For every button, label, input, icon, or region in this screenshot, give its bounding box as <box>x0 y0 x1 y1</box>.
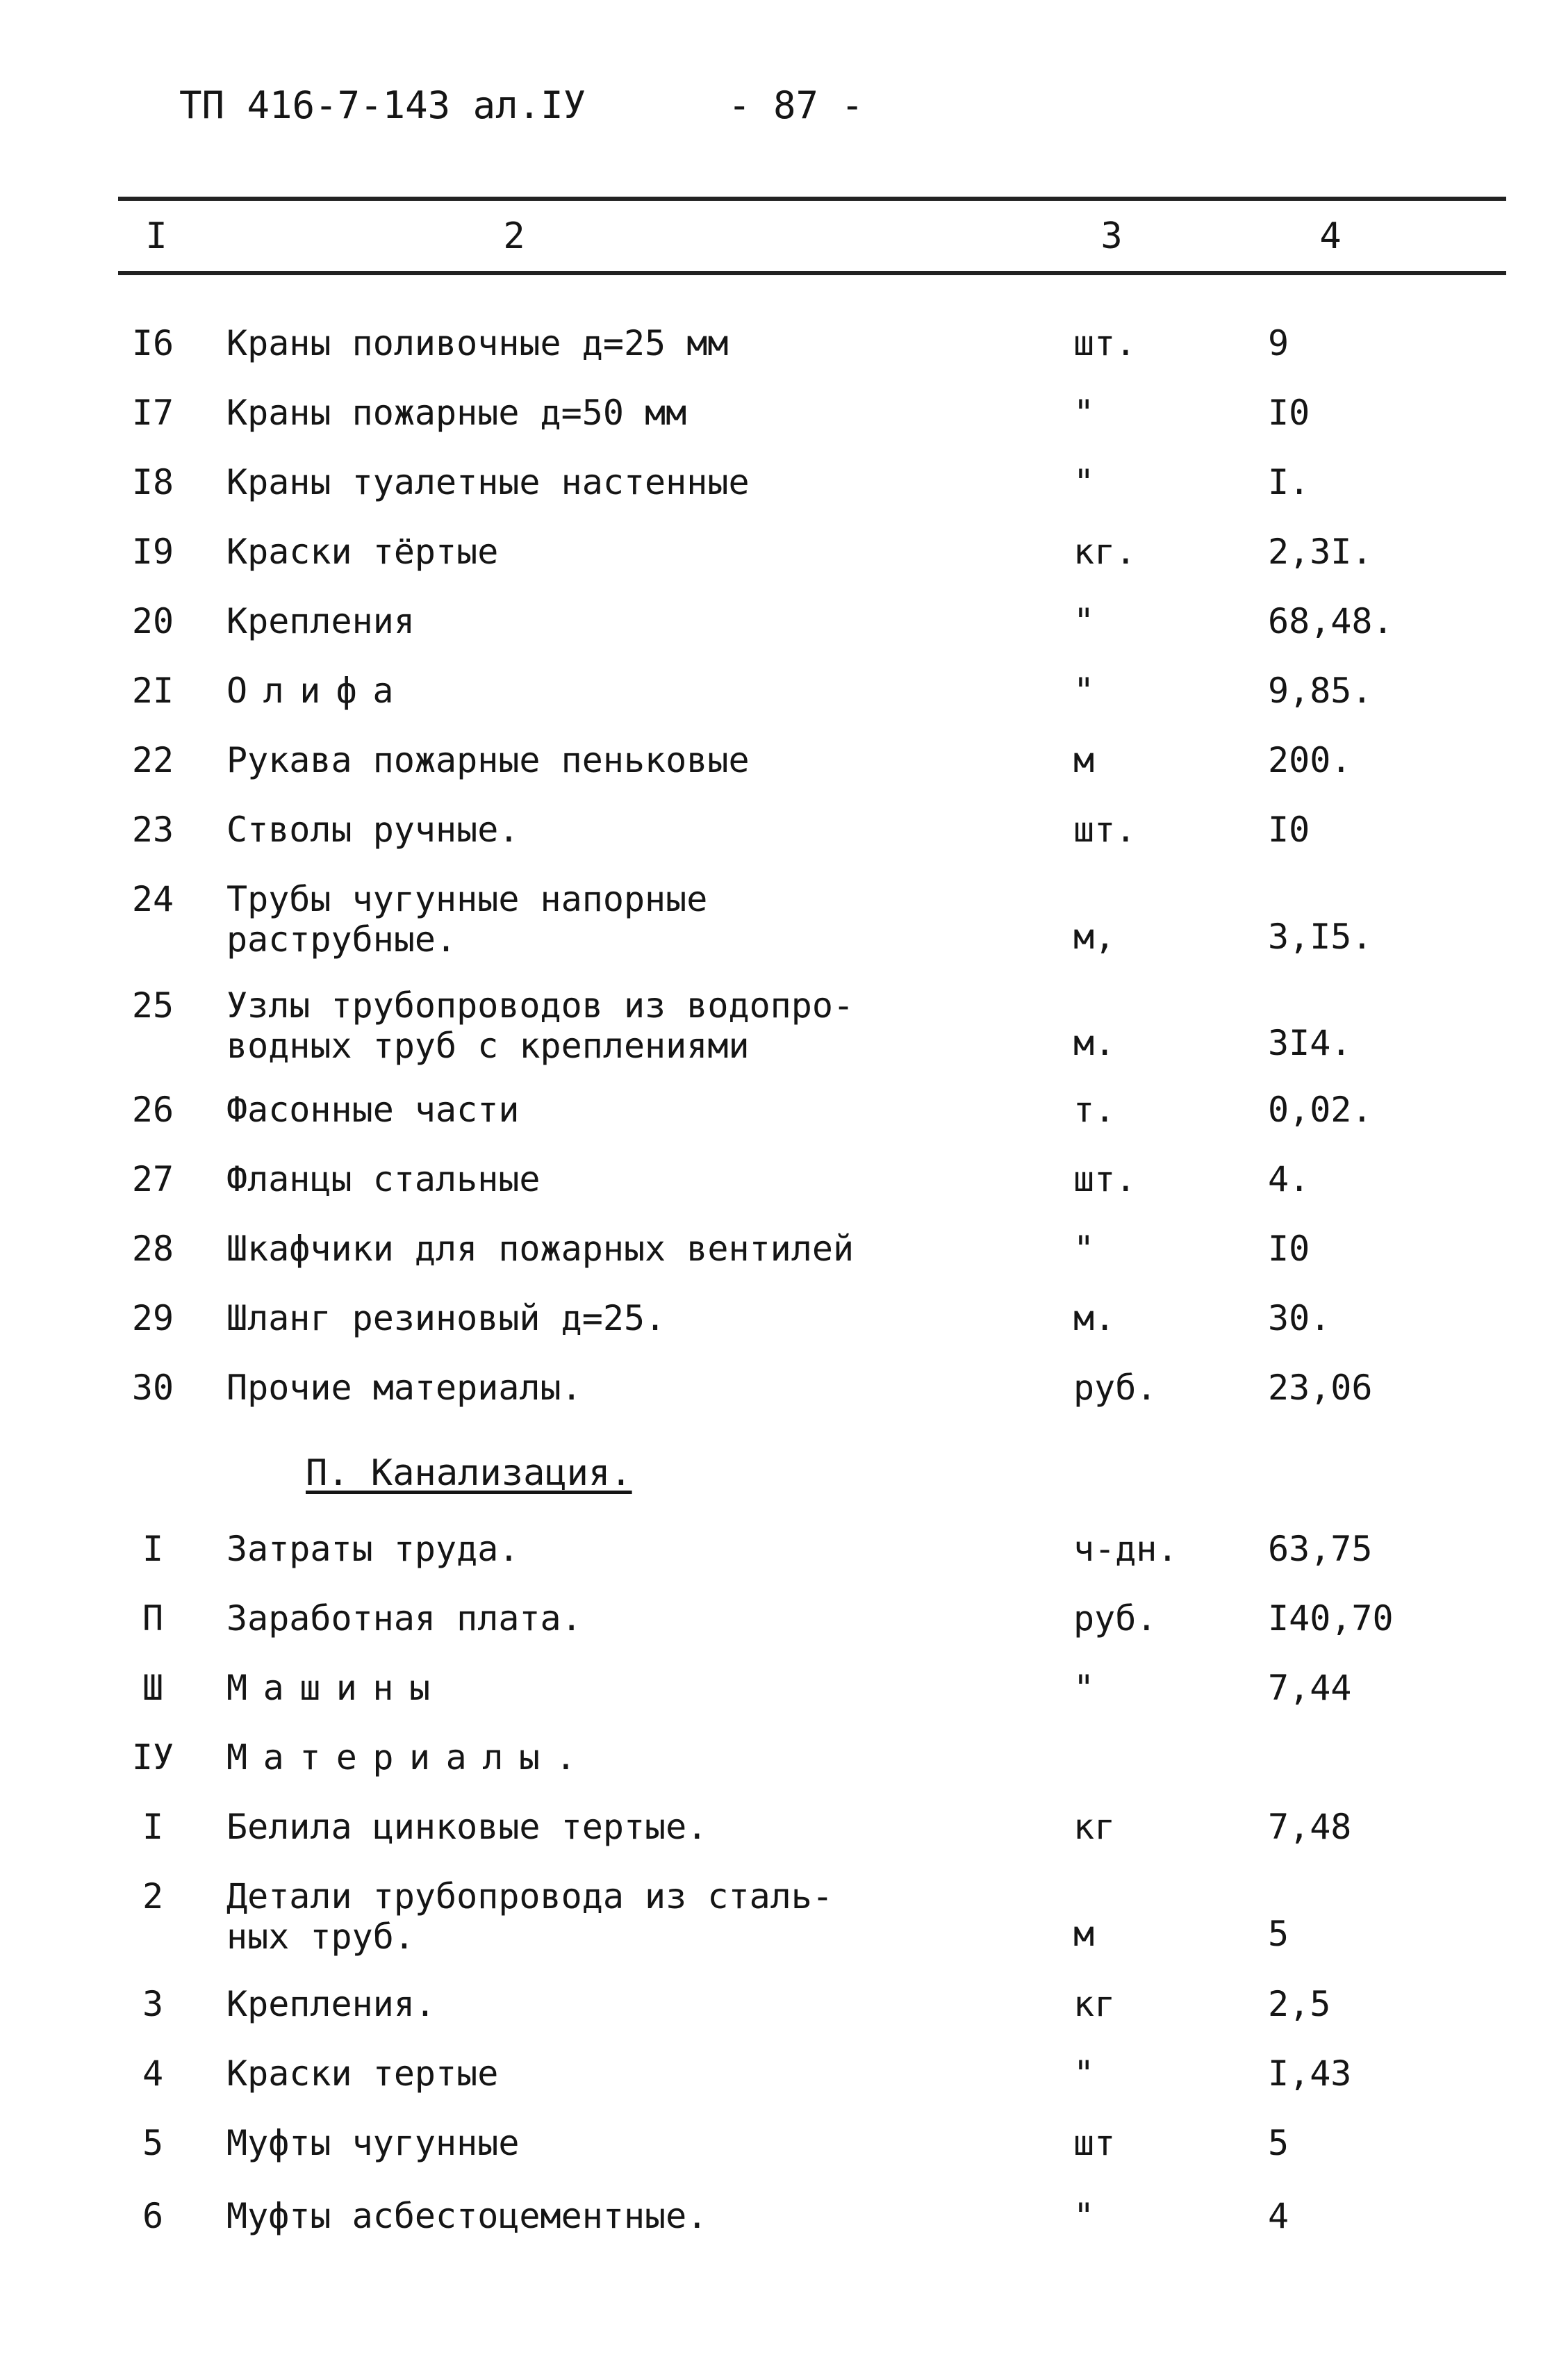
table-row <box>0 1807 1559 1873</box>
row-name: Рукава пожарные пеньковые <box>226 740 750 780</box>
table-row <box>0 740 1559 806</box>
row-name: Материалы. <box>226 1737 593 1778</box>
row-unit: шт. <box>1073 810 1137 850</box>
row-name: Крепления. <box>226 1984 436 2024</box>
table-row <box>0 1598 1559 1664</box>
document-code: ТП 416-7-143 ал.IУ <box>179 83 586 127</box>
row-number: П <box>142 1598 164 1639</box>
row-number: 22 <box>131 740 174 780</box>
row-number: Ш <box>142 1668 164 1708</box>
row-quantity: I0 <box>1268 1229 1310 1269</box>
row-name-line-2: ных труб. <box>226 1917 415 1957</box>
row-name: Заработная плата. <box>226 1598 582 1639</box>
row-quantity: 9,85. <box>1268 671 1373 711</box>
row-quantity: 0,02. <box>1268 1090 1373 1130</box>
row-name-line-1: Трубы чугунные напорные <box>226 879 708 919</box>
row-name: Олифа <box>226 671 410 711</box>
row-quantity: I40,70 <box>1268 1598 1394 1639</box>
row-name: Краны туалетные настенные <box>226 462 750 502</box>
table-row <box>0 1159 1559 1225</box>
table-row <box>0 1876 1559 1967</box>
row-name: Крепления <box>226 601 415 641</box>
row-number: 4 <box>142 2053 164 2094</box>
table-row <box>0 671 1559 737</box>
row-unit: " <box>1073 393 1095 433</box>
row-number: I <box>142 1529 164 1569</box>
page-number: - 87 - <box>728 83 864 127</box>
row-unit: " <box>1073 462 1095 502</box>
table-row <box>0 1298 1559 1364</box>
row-number: 23 <box>131 810 174 850</box>
row-quantity: I0 <box>1268 393 1310 433</box>
row-name: Краны пожарные д=50 мм <box>226 393 687 433</box>
row-unit: руб. <box>1073 1598 1157 1639</box>
table-row <box>0 2053 1559 2119</box>
row-unit: " <box>1073 2196 1095 2236</box>
row-unit: шт <box>1073 2123 1116 2163</box>
row-quantity: 2,5 <box>1268 1984 1331 2024</box>
table-row <box>0 985 1559 1076</box>
table-row <box>0 2196 1559 2262</box>
row-number: 30 <box>131 1368 174 1408</box>
row-quantity: 23,06 <box>1268 1368 1373 1408</box>
row-unit: ч-дн. <box>1073 1529 1178 1569</box>
row-number: I7 <box>131 393 174 433</box>
row-number: IУ <box>131 1737 174 1778</box>
table-row <box>0 1529 1559 1595</box>
row-number: 2 <box>142 1876 164 1917</box>
row-number: I8 <box>131 462 174 502</box>
row-unit: кг. <box>1073 532 1137 572</box>
row-quantity: I. <box>1268 462 1310 502</box>
section-title: П. Канализация. <box>306 1452 632 1494</box>
column-header-3: 3 <box>1100 215 1123 257</box>
row-name-line-1: Детали трубопровода из сталь- <box>226 1876 833 1917</box>
table-row <box>0 393 1559 459</box>
row-unit: т. <box>1073 1090 1116 1130</box>
row-quantity: 63,75 <box>1268 1529 1373 1569</box>
row-number: 25 <box>131 985 174 1026</box>
row-name: Муфты асбестоцементные. <box>226 2196 708 2236</box>
row-quantity: 30. <box>1268 1298 1331 1338</box>
row-number: 5 <box>142 2123 164 2163</box>
table-row <box>0 1090 1559 1156</box>
row-name: Шланг резиновый д=25. <box>226 1298 666 1338</box>
row-number: 20 <box>131 601 174 641</box>
column-header-1: I <box>145 215 167 257</box>
row-unit: м <box>1073 740 1095 780</box>
row-name-line-2: водных труб с креплениями <box>226 1026 750 1066</box>
table-row <box>0 810 1559 876</box>
row-quantity: 5 <box>1268 1914 1289 1954</box>
row-quantity: 4 <box>1268 2196 1289 2236</box>
table-row <box>0 1984 1559 2050</box>
table-row <box>0 601 1559 667</box>
row-quantity: 2,3I. <box>1268 532 1373 572</box>
row-unit: кг <box>1073 1807 1116 1847</box>
column-header-2: 2 <box>503 215 525 257</box>
row-number: 6 <box>142 2196 164 2236</box>
row-quantity: 9 <box>1268 323 1289 363</box>
row-quantity: 200. <box>1268 740 1352 780</box>
row-unit: м, <box>1073 917 1116 957</box>
table-row <box>0 1229 1559 1295</box>
row-name: Фланцы стальные <box>226 1159 541 1199</box>
row-name: Фасонные части <box>226 1090 520 1130</box>
row-name: Краски тёртые <box>226 532 499 572</box>
row-number: 26 <box>131 1090 174 1130</box>
table-row <box>0 323 1559 389</box>
row-unit: " <box>1073 1229 1095 1269</box>
row-name-line-2: раструбные. <box>226 919 457 960</box>
row-quantity: I,43 <box>1268 2053 1352 2094</box>
table-row <box>0 2123 1559 2189</box>
row-number: 24 <box>131 879 174 919</box>
row-unit: " <box>1073 601 1095 641</box>
row-unit: шт. <box>1073 1159 1137 1199</box>
row-number: 27 <box>131 1159 174 1199</box>
table-row <box>0 1737 1559 1803</box>
column-header-4: 4 <box>1319 215 1342 257</box>
row-unit: м. <box>1073 1023 1116 1063</box>
row-quantity: 4. <box>1268 1159 1310 1199</box>
row-name <box>226 985 1060 1066</box>
row-quantity: 3,I5. <box>1268 917 1373 957</box>
row-unit: " <box>1073 1668 1095 1708</box>
row-name: Краны поливочные д=25 мм <box>226 323 729 363</box>
row-quantity: I0 <box>1268 810 1310 850</box>
row-name <box>226 1876 1060 1957</box>
table-row <box>0 1368 1559 1434</box>
row-quantity: 3I4. <box>1268 1023 1352 1063</box>
row-unit: кг <box>1073 1984 1116 2024</box>
row-number: 29 <box>131 1298 174 1338</box>
row-number: I9 <box>131 532 174 572</box>
row-unit: руб. <box>1073 1368 1157 1408</box>
row-unit: м. <box>1073 1298 1116 1338</box>
row-name-line-1: Узлы трубопроводов из водопро- <box>226 985 855 1026</box>
row-name: Машины <box>226 1668 446 1708</box>
row-name: Прочие материалы. <box>226 1368 582 1408</box>
row-number: 28 <box>131 1229 174 1269</box>
table-row <box>0 462 1559 528</box>
row-unit: шт. <box>1073 323 1137 363</box>
table-row <box>0 1668 1559 1734</box>
row-unit: " <box>1073 2053 1095 2094</box>
row-name: Муфты чугунные <box>226 2123 520 2163</box>
row-quantity: 5 <box>1268 2123 1289 2163</box>
table-row <box>0 532 1559 598</box>
row-unit: " <box>1073 671 1095 711</box>
row-name: Белила цинковые тертые. <box>226 1807 708 1847</box>
row-name: Краски тертые <box>226 2053 499 2094</box>
row-number: 2I <box>131 671 174 711</box>
row-number: 3 <box>142 1984 164 2024</box>
row-name: Затраты труда. <box>226 1529 520 1569</box>
row-quantity: 7,44 <box>1268 1668 1352 1708</box>
row-quantity: 7,48 <box>1268 1807 1352 1847</box>
row-number: I <box>142 1807 164 1847</box>
row-unit: м <box>1073 1914 1095 1954</box>
row-name: Стволы ручные. <box>226 810 520 850</box>
row-name: Шкафчики для пожарных вентилей <box>226 1229 855 1269</box>
table-row <box>0 879 1559 969</box>
row-number: I6 <box>131 323 174 363</box>
row-quantity: 68,48. <box>1268 601 1394 641</box>
row-name <box>226 879 1060 960</box>
